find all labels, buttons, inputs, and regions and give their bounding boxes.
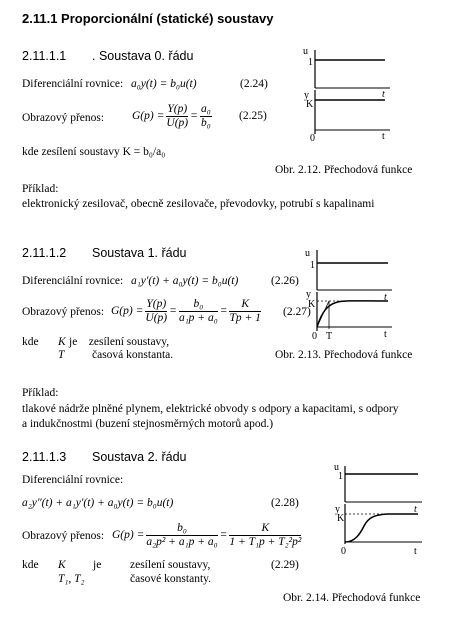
s2-label-t2: t — [414, 546, 417, 557]
s0-tf-label: Obrazový přenos: — [22, 112, 105, 124]
s2-step-response-plot — [330, 462, 425, 562]
s0-tf-lhs: G(p) = — [132, 110, 165, 122]
s1-tf-den2: a₁p + a₀ — [178, 311, 218, 324]
s1-label-y: y — [306, 289, 311, 300]
s1-tf-den3: Tp + 1 — [229, 311, 261, 324]
s0-tf-num1: Y(p) — [167, 102, 188, 115]
s2-label-y: y — [335, 504, 340, 515]
s1-tf-eq-sign1: = — [169, 305, 177, 317]
s2-label-u: u — [334, 462, 339, 473]
s2-tf-den2: 1 + T₁p + T₂²p² — [229, 535, 302, 548]
s1-where: kde — [22, 336, 39, 348]
s0-label-one: 1 — [308, 57, 313, 68]
s0-diff-eq: a₀y(t) = b₀u(t) — [131, 78, 197, 90]
s0-tf-number: (2.25) — [239, 110, 267, 122]
s1-tf-den1: U(p) — [145, 311, 168, 324]
s1-sym1-text: je zesílení soustavy, — [69, 336, 170, 348]
s1-number: 2.11.1.2 — [22, 246, 67, 260]
s1-tf-label: Obrazový přenos: — [22, 306, 105, 318]
s2-tf-num2: K — [229, 522, 301, 536]
s1-fig-caption: Obr. 2.13. Přechodová funkce — [275, 349, 413, 361]
s1-label-K: K — [308, 299, 316, 310]
s1-label-t2: t — [384, 329, 387, 340]
s2-number: 2.11.1.3 — [22, 450, 67, 464]
s1-example-text2: a indukčnostmi (buzení stejnosměrných motorů apod.) — [22, 418, 274, 430]
s1-label-t1: t — [384, 292, 387, 303]
s2-diff-eq-number: (2.28) — [271, 497, 299, 509]
s1-diff-eq-number: (2.26) — [271, 275, 299, 287]
s0-label-t1: t — [382, 89, 385, 100]
s0-label-y: y — [304, 90, 309, 101]
s1-tf-number: (2.27) — [283, 306, 311, 318]
s2-label-one: 1 — [338, 471, 343, 482]
s0-fig-caption: Obr. 2.12. Přechodová funkce — [275, 164, 413, 176]
s1-tf-fraction2 — [179, 298, 218, 325]
s1-example-text1: tlakové nádrže plněné plynem, elektrické obvody s odpory a kapacitami, s odpory — [22, 403, 399, 415]
s0-label-u: u — [303, 46, 308, 57]
s0-tf-eq-sign: = — [190, 110, 198, 122]
s2-tf-eq-sign: = — [219, 529, 228, 541]
s0-diff-label: Diferenciální rovnice: — [22, 78, 124, 90]
s0-tf-num2: a₀ — [200, 102, 211, 115]
s1-tf-lhs: G(p) = — [111, 305, 144, 317]
s1-sym1: K — [58, 336, 66, 348]
s1-label-zero: 0 — [312, 331, 317, 342]
s1-label-u: u — [305, 248, 310, 259]
s0-number: 2.11.1.1 — [22, 49, 67, 63]
s1-tf-fraction3 — [229, 298, 260, 325]
s1-label-one: 1 — [310, 260, 315, 271]
s2-sym2-text: časové konstanty. — [130, 573, 212, 585]
s2-label-t1: t — [414, 504, 417, 515]
s2-tf-lhs: G(p) = — [112, 529, 145, 541]
s2-where: kde — [22, 559, 39, 571]
s2-tf-equation — [112, 517, 301, 553]
s2-tf-fraction1 — [146, 522, 217, 549]
s2-label-zero: 0 — [341, 546, 346, 557]
s0-label-zero: 0 — [310, 133, 315, 144]
s2-tf-label: Obrazový přenos: — [22, 530, 105, 542]
s1-tf-eq-sign2: = — [219, 305, 228, 317]
s1-tf-equation — [111, 293, 261, 329]
s2-sym1: K — [58, 559, 66, 571]
s2-label-K: K — [337, 513, 345, 524]
s1-heading: Soustava 1. řádu — [92, 246, 187, 260]
s1-example-label: Příklad: — [22, 387, 59, 399]
s1-tangent — [317, 301, 329, 327]
s2-heading: Soustava 2. řádu — [92, 450, 187, 464]
s0-tf-fraction2 — [200, 103, 212, 130]
s0-tf-den2: b₀ — [200, 116, 211, 129]
s1-label-T: T — [326, 331, 333, 342]
s2-sym1-is: je — [93, 559, 102, 571]
s1-diff-eq: a₁y′(t) + a₀y(t) = b₀u(t) — [131, 275, 239, 287]
s2-sym1-text: zesílení soustavy, — [130, 559, 211, 571]
s2-output-curve — [345, 514, 418, 542]
s0-heading: . Soustava 0. řádu — [92, 49, 194, 63]
s2-tf-number: (2.29) — [271, 559, 299, 571]
s0-tf-den1: U(p) — [166, 116, 189, 129]
s0-example-label: Příklad: — [22, 183, 59, 195]
s1-sym2-text: časová konstanta. — [92, 349, 174, 361]
s1-diff-label: Diferenciální rovnice: — [22, 275, 124, 287]
s0-step-response-plot — [300, 44, 395, 144]
s0-label-K: K — [306, 99, 314, 110]
s1-tf-num1: Y(p) — [146, 297, 167, 310]
s0-tf-equation — [132, 98, 212, 134]
s1-tf-fraction1 — [145, 298, 167, 325]
s2-diff-eq: a₂y″(t) + a₁y′(t) + a₀y(t) = b₀u(t) — [22, 497, 174, 509]
s2-tf-fraction2 — [229, 522, 301, 549]
s0-label-t2: t — [382, 131, 385, 142]
section-title: 2.11.1 Proporcionální (statické) soustavy — [22, 11, 274, 26]
s2-fig-caption: Obr. 2.14. Přechodová funkce — [283, 592, 421, 604]
s0-diff-eq-number: (2.24) — [240, 78, 268, 90]
s2-sym2: T₁, T₂ — [58, 573, 85, 585]
s1-sym2: T — [58, 349, 65, 361]
s2-tf-den1: a₂p² + a₁p + a₀ — [146, 535, 218, 548]
s1-tf-num2: b₀ — [179, 298, 218, 312]
s2-tf-num1: b₀ — [146, 522, 217, 536]
s2-diff-label: Diferenciální rovnice: — [22, 474, 124, 486]
s0-tf-fraction1 — [166, 103, 188, 130]
s0-gain-text: kde zesílení soustavy K = b₀/a₀ — [22, 146, 166, 158]
s1-step-response-plot — [300, 245, 395, 345]
s1-tf-num3: K — [229, 298, 260, 312]
s0-example-text: elektronický zesilovač, obecně zesilovače, převodovky, potrubí s kapalinami — [22, 198, 375, 210]
